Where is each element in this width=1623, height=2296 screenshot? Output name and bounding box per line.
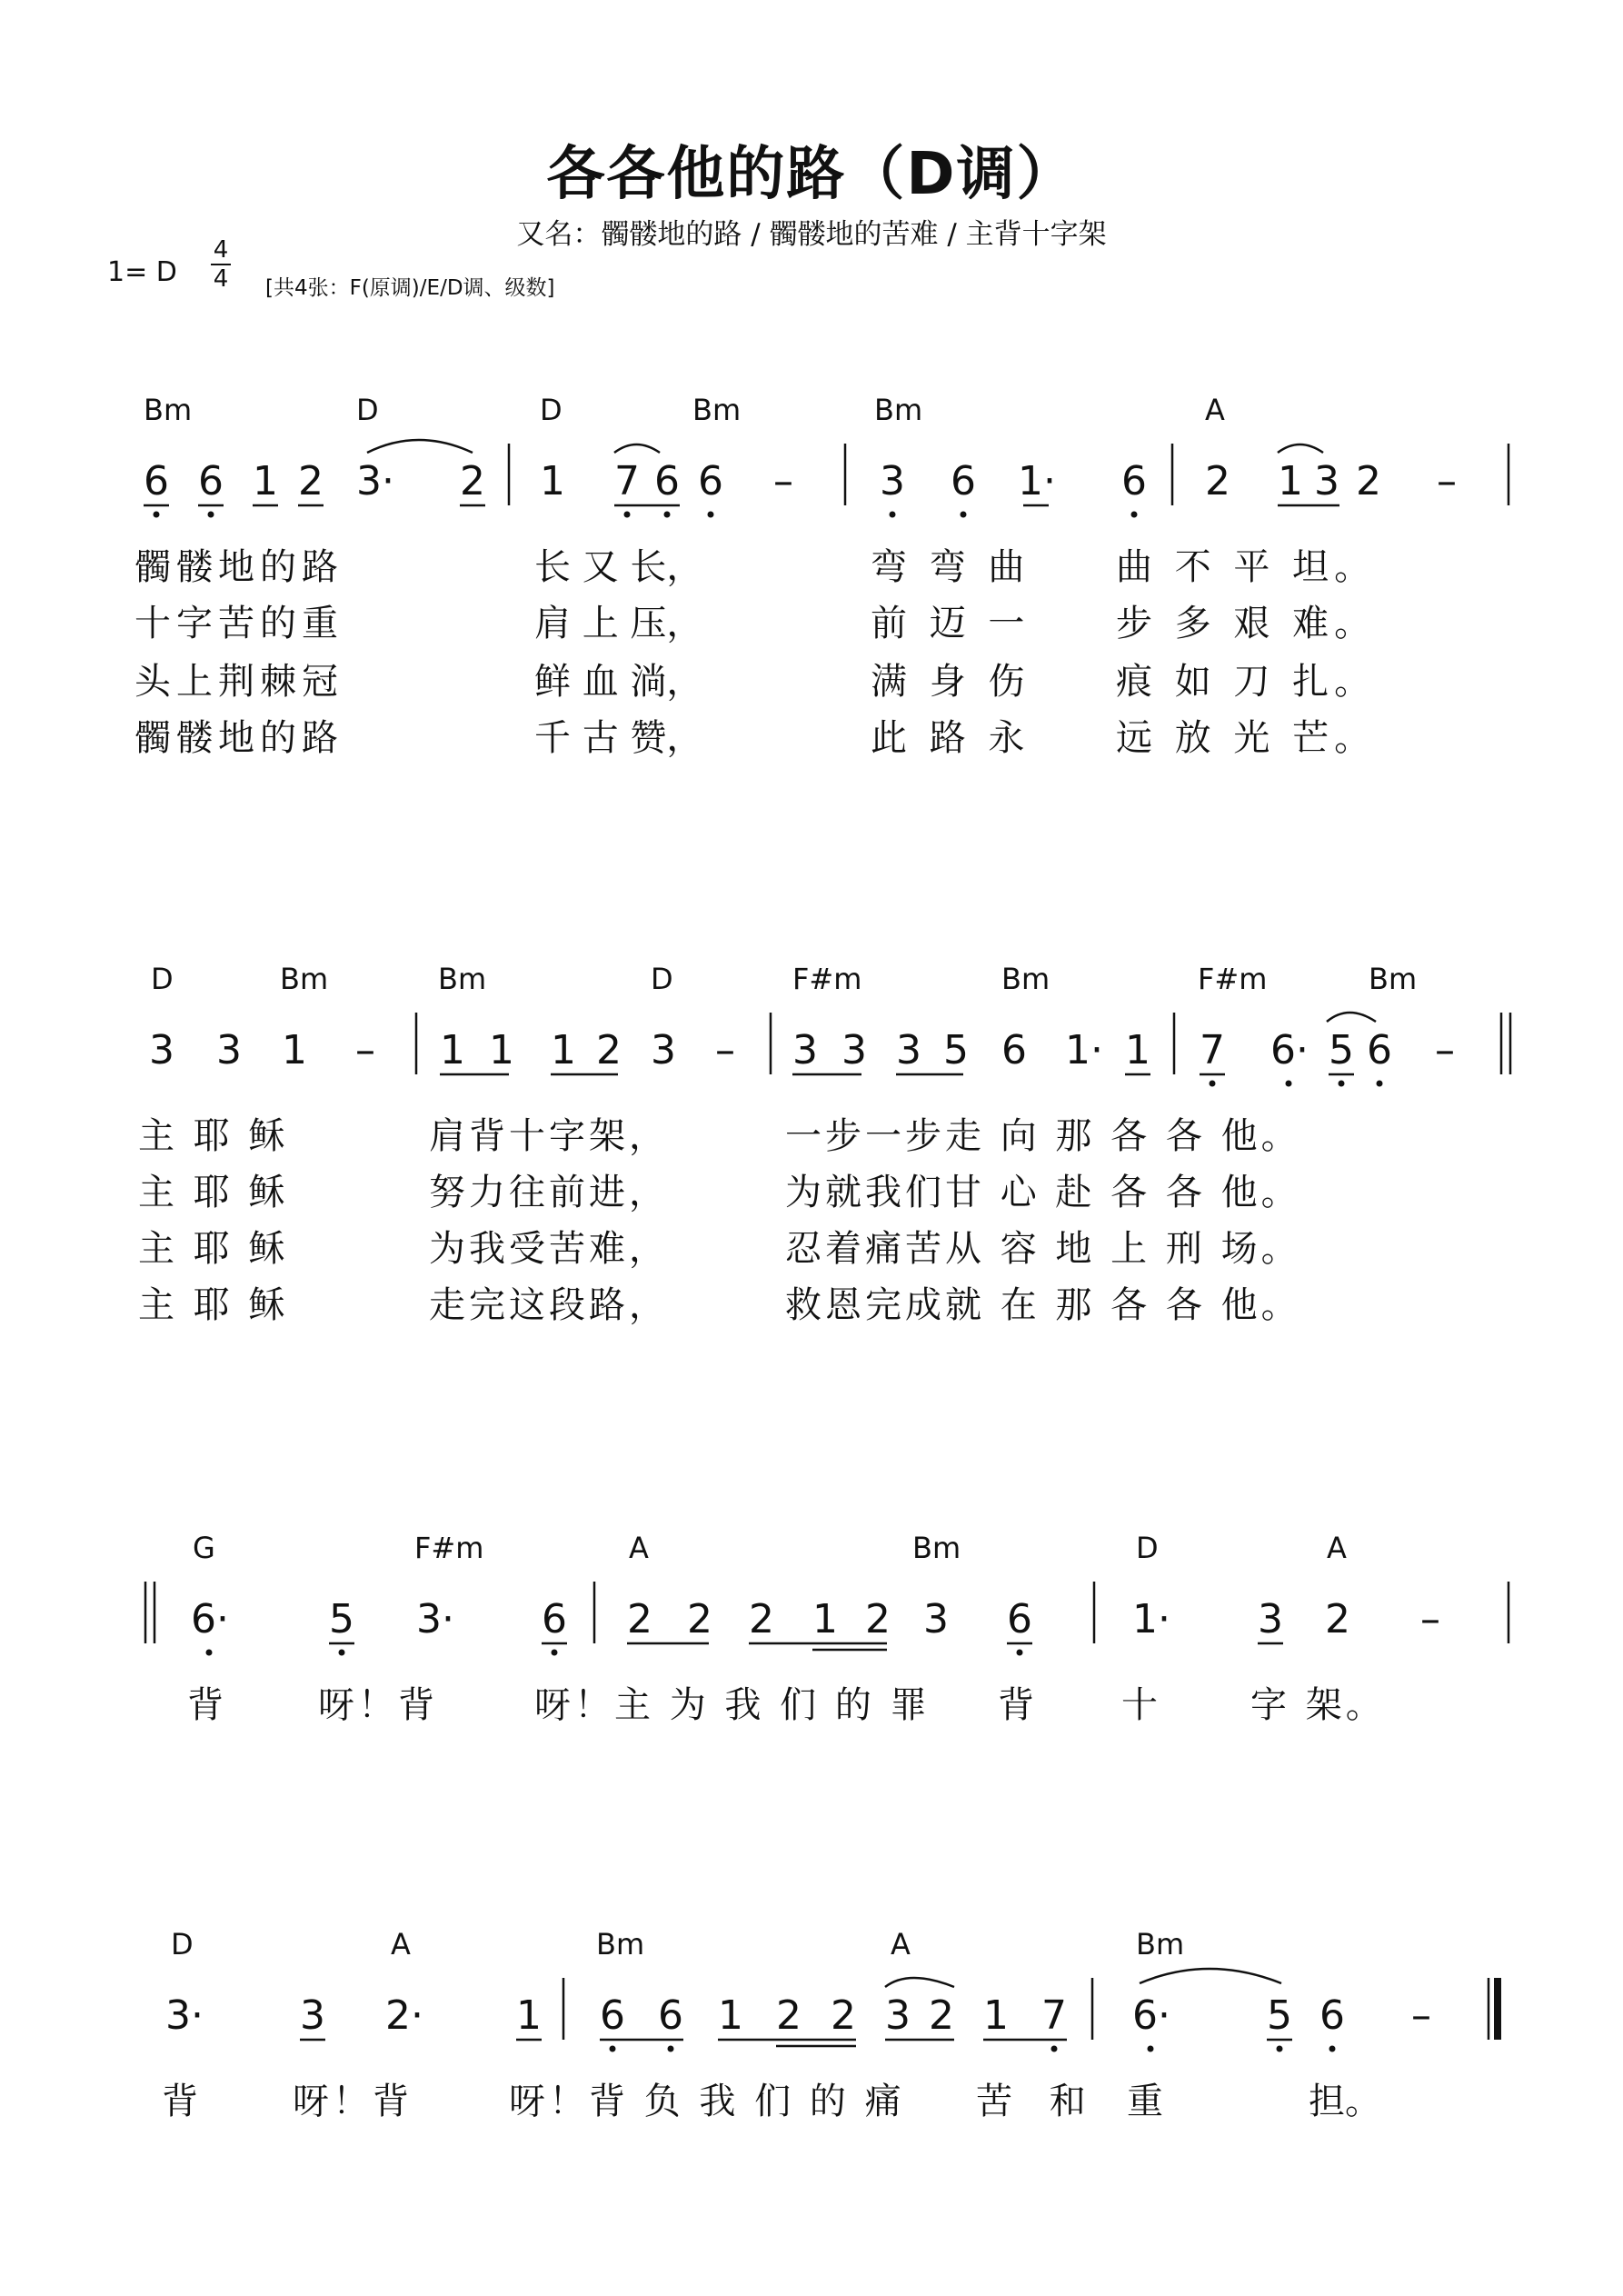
note: 1 (551, 1027, 576, 1073)
chord: D (651, 962, 673, 996)
note: 3 (923, 1596, 949, 1642)
note: 6 (144, 458, 169, 504)
lyric: 弯 弯 曲 (871, 546, 1031, 588)
lyric: 肩背十字架， (429, 1115, 669, 1157)
chord: A (1205, 393, 1225, 427)
lyric: 步 多 艰 难。 (1116, 603, 1377, 644)
note: 7 (1041, 1992, 1067, 2039)
chord: F#m (414, 1531, 484, 1565)
note: – (1435, 1027, 1455, 1073)
note: 5 (943, 1027, 969, 1073)
lyric: 鲜 血 淌， (534, 661, 703, 703)
lyric: 主 耶 稣 (138, 1172, 289, 1213)
note: 2· (385, 1992, 423, 2039)
subtitle: 又名：髑髅地的路 / 髑髅地的苦难 / 主背十字架 (516, 218, 1107, 251)
note: 5 (1267, 1992, 1292, 2039)
chord: A (391, 1927, 411, 1962)
lyric: 一步一步走 向 那 各 各 他。 (785, 1115, 1301, 1157)
note: – (355, 1027, 375, 1073)
note: 1 (1278, 458, 1303, 504)
lyric: 痕 如 刀 扎。 (1116, 661, 1377, 703)
note: 2 (687, 1596, 712, 1642)
chord: F#m (1198, 962, 1268, 996)
note: 2 (1356, 458, 1381, 504)
note: 6 (1367, 1027, 1392, 1073)
note: 5 (329, 1596, 354, 1642)
note: 1 (1125, 1027, 1150, 1073)
edition-note: [共4张：F(原调)/E/D调、级数] (265, 276, 555, 300)
note: – (1420, 1596, 1440, 1642)
lyric: 苦 和 (976, 2081, 1099, 2122)
lyric: 十 (1121, 1684, 1158, 1726)
note: 3 (841, 1027, 867, 1073)
note: 1 (812, 1596, 838, 1642)
note: 6 (542, 1596, 567, 1642)
note: 3· (356, 458, 394, 504)
note: 2 (460, 458, 485, 504)
chord: Bm (874, 393, 923, 427)
lyric: 担。 (1309, 2081, 1381, 2122)
lyric: 十字苦的重 (134, 603, 344, 644)
note: 1 (489, 1027, 514, 1073)
note: 2 (627, 1596, 652, 1642)
note: 6 (698, 458, 723, 504)
note: – (1437, 458, 1457, 504)
lyric: 字 架。 (1250, 1684, 1386, 1726)
chord: Bm (692, 393, 742, 427)
note: 3 (896, 1027, 921, 1073)
note: 7 (614, 458, 640, 504)
chord: F#m (792, 962, 862, 996)
lyric: 此 路 永 (871, 717, 1031, 759)
chord: Bm (1369, 962, 1418, 996)
key-signature: 1= D (107, 256, 177, 288)
lyric: 远 放 光 芒。 (1116, 717, 1377, 759)
lyric: 呀！背 (318, 1684, 438, 1726)
note: 6 (1007, 1596, 1032, 1642)
chord: Bm (1136, 1927, 1185, 1962)
lyric: 背 (162, 2081, 198, 2122)
note: 3 (885, 1992, 911, 2039)
note: 1 (253, 458, 278, 504)
lyric: 前 迈 一 (871, 603, 1031, 644)
lyric: 呀！主 为 我 们 的 罪 (534, 1684, 931, 1726)
chord: A (629, 1531, 649, 1565)
lyric: 髑髅地的路 (134, 546, 344, 588)
lyric: 主 耶 稣 (138, 1115, 289, 1157)
lyric: 重 (1127, 2081, 1163, 2122)
note: 6 (1121, 458, 1147, 504)
note: 2 (596, 1027, 622, 1073)
meter-top: 4 (213, 236, 229, 264)
note: 3 (792, 1027, 818, 1073)
note: 2 (1325, 1596, 1350, 1642)
lyric: 满 身 伤 (871, 661, 1031, 703)
note: 2 (1205, 458, 1230, 504)
chord: Bm (1001, 962, 1050, 996)
note: 5 (1329, 1027, 1354, 1073)
lyric: 头上荆棘冠 (134, 661, 344, 703)
note: 1 (440, 1027, 465, 1073)
lyric: 救恩完成就 在 那 各 各 他。 (785, 1284, 1301, 1326)
note: 1 (983, 1992, 1009, 2039)
lyric: 背 (998, 1684, 1034, 1726)
note: 3· (165, 1992, 204, 2039)
note: 1 (718, 1992, 743, 2039)
note: 7 (1200, 1027, 1225, 1073)
chord: Bm (280, 962, 329, 996)
meter-bottom: 4 (213, 265, 229, 293)
lyric: 长 又 长， (534, 546, 703, 588)
lyric: 曲 不 平 坦。 (1116, 546, 1377, 588)
note: 2 (831, 1992, 856, 2039)
chord: D (151, 962, 174, 996)
lyric: 呀！背 负 我 们 的 痛 (509, 2081, 905, 2122)
note: – (773, 458, 793, 504)
note: 6 (658, 1992, 683, 2039)
note: 3 (651, 1027, 676, 1073)
lyric: 努力往前进， (429, 1172, 669, 1213)
note: 1· (1018, 458, 1056, 504)
note: 6· (1270, 1027, 1309, 1073)
note: 2 (298, 458, 324, 504)
note: 3 (300, 1992, 325, 2039)
lyric: 千 古 赞， (534, 717, 703, 759)
chord: Bm (596, 1927, 645, 1962)
lyric: 主 耶 稣 (138, 1228, 289, 1270)
note: 3 (216, 1027, 242, 1073)
note: 3 (880, 458, 905, 504)
note: 6· (191, 1596, 229, 1642)
lyric: 走完这段路， (429, 1284, 669, 1326)
note: – (1411, 1992, 1431, 2039)
note: 2 (776, 1992, 802, 2039)
note: 6 (1001, 1027, 1027, 1073)
chord: Bm (438, 962, 487, 996)
note: 2 (749, 1596, 774, 1642)
chord: A (1327, 1531, 1347, 1565)
note: 1 (516, 1992, 542, 2039)
lyric: 主 耶 稣 (138, 1284, 289, 1326)
lyric: 为我受苦难， (429, 1228, 669, 1270)
note: 6 (951, 458, 976, 504)
note: 2 (929, 1992, 954, 2039)
note: 6 (654, 458, 680, 504)
note: 3 (1314, 458, 1339, 504)
chord: D (540, 393, 563, 427)
note: 3· (416, 1596, 454, 1642)
note: 1· (1132, 1596, 1170, 1642)
chord: D (171, 1927, 194, 1962)
chord: Bm (912, 1531, 961, 1565)
lyric: 髑髅地的路 (134, 717, 344, 759)
note: 1 (282, 1027, 307, 1073)
chord: D (356, 393, 379, 427)
lyric: 为就我们甘 心 赴 各 各 他。 (785, 1172, 1301, 1213)
note: 3 (149, 1027, 174, 1073)
note: 1 (540, 458, 565, 504)
chord: Bm (144, 393, 193, 427)
note: 1· (1065, 1027, 1103, 1073)
note: 6 (600, 1992, 625, 2039)
page-title: 各各他的路（D调） (546, 141, 1077, 208)
chord: G (193, 1531, 215, 1565)
lyric: 肩 上 压， (534, 603, 703, 644)
chord: D (1136, 1531, 1159, 1565)
lyric: 背 (187, 1684, 224, 1726)
note: 6· (1132, 1992, 1170, 2039)
lyric: 忍着痛苦从 容 地 上 刑 场。 (785, 1228, 1301, 1270)
note: 3 (1258, 1596, 1283, 1642)
note: 6 (198, 458, 224, 504)
note: 6 (1319, 1992, 1345, 2039)
note: 2 (865, 1596, 891, 1642)
chord: A (891, 1927, 911, 1962)
lyric: 呀！背 (293, 2081, 413, 2122)
note: – (715, 1027, 735, 1073)
